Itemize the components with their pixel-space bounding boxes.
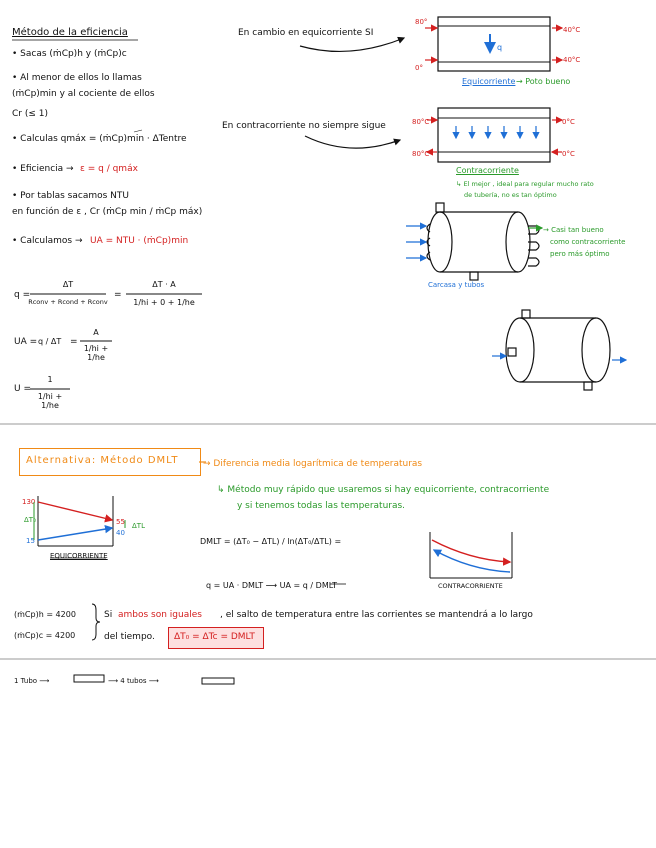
efficiency-line: (ṁCp)min y al cociente de ellos <box>12 89 155 99</box>
cc-in-hot: 80°C <box>412 118 430 126</box>
shell-note: como contracorriente <box>550 238 626 246</box>
efficiency-title: Método de la eficiencia <box>12 27 128 38</box>
efficiency-line: • Al menor de ellos lo llamas <box>12 73 142 83</box>
ua-eq: = <box>70 337 78 347</box>
eq-in-cold: 0° <box>415 64 423 72</box>
q-num2: ΔT · A <box>152 280 176 289</box>
q-lhs: q = <box>14 290 31 300</box>
dmlt-method-note: ↳ Método muy rápido que usaremos si hay equicorriente, contracorriente <box>217 485 550 495</box>
counterflow-exchanger <box>427 108 562 162</box>
graph-t2: 15 <box>26 537 35 545</box>
cc-note: de tubería, no es tan óptimo <box>464 191 557 199</box>
shell-note: → Casi tan bueno <box>543 226 604 234</box>
u-lhs: U = <box>14 384 31 394</box>
counterflow-graph <box>430 532 512 578</box>
efficiency-line: • Calculamos → <box>12 236 83 246</box>
efficiency-line: • Sacas (ṁCp)h y (ṁCp)c <box>12 49 127 59</box>
q-num: ΔT <box>62 280 74 289</box>
cc-out-cold: 0°C <box>562 150 575 158</box>
q-eq: = <box>114 290 122 300</box>
eq-in-hot: 80° <box>415 18 428 26</box>
graph-t1: 130 <box>22 498 36 506</box>
dmlt-method-note: y si tenemos todas las temperaturas. <box>237 501 406 511</box>
tube-note: 1 Tubo ⟶ <box>14 677 50 685</box>
dmlt-title: Alternativa: Método DMLT <box>26 455 179 466</box>
conclusion-text: Si <box>104 610 113 620</box>
eq-out-hot: 40°C <box>563 26 581 34</box>
eq-q-label: q <box>497 43 503 52</box>
efficiency-line: en función de ε , Cr (ṁCp min / ṁCp máx) <box>12 207 203 217</box>
u-num: 1 <box>47 375 53 384</box>
q-den: Rconv + Rcond + Rconv <box>28 298 108 306</box>
dmlt-q-formula: q = UA · DMLT ⟶ UA = q / DMLT <box>206 581 337 590</box>
ua-formula: UA = NTU · (ṁCp)min <box>90 236 189 246</box>
mcp-c: (ṁCp)c = 4200 <box>14 631 76 640</box>
graph-eq-label: EQUICORRIENTE <box>50 552 108 560</box>
mcp-h: (ṁCp)h = 4200 <box>14 610 76 619</box>
ua-lhs: UA = <box>14 337 38 347</box>
conclusion-text: del tiempo. <box>104 632 155 642</box>
cocurrent-note: En cambio en equicorriente SI <box>238 28 374 38</box>
shell-note: pero más óptimo <box>550 250 610 258</box>
ua-den: 1/hi + 1/he <box>83 344 109 362</box>
efficiency-line: • Por tablas sacamos NTU <box>12 191 129 201</box>
ua-num: A <box>93 328 99 337</box>
efficiency-formula: ε = q / qmáx <box>80 164 138 174</box>
efficiency-line: Cr (≤ 1) <box>12 109 48 119</box>
conclusion-text: , el salto de temperatura entre las corrientes se mantendrá a lo largo <box>220 610 533 620</box>
ua-frac: q / ΔT <box>38 337 62 346</box>
shell-and-tube-exchanger <box>427 203 539 280</box>
efficiency-line: • Calculas qmáx = (ṁCp)min · ΔTentre <box>12 134 187 144</box>
graph-cc-label: CONTRACORRIENTE <box>438 582 503 590</box>
boxed-result-text: ΔT₀ = ΔTc = DMLT <box>174 632 255 642</box>
conclusion-highlight: ambos son iguales <box>118 610 202 620</box>
graph-t3: 55 <box>116 518 125 526</box>
cc-label: Contracorriente <box>456 166 519 175</box>
efficiency-line: • Eficiencia → <box>12 164 74 174</box>
shell-exchanger <box>506 310 610 390</box>
eq-label: Equicorriente <box>462 77 516 86</box>
cc-out-hot: 0°C <box>562 118 575 126</box>
graph-dt0: ΔT₀ <box>24 516 36 524</box>
u-den: 1/hi + 1/he <box>37 392 63 410</box>
eq-out-cold: 40°C <box>563 56 581 64</box>
shell-label: Carcasa y tubos <box>428 281 485 289</box>
dmlt-arrow-note: → Diferencia media logarítmica de temperaturas <box>203 459 423 469</box>
counter-arrow <box>305 136 400 148</box>
cc-note: ↳ El mejor , ideal para regular mucho rato <box>456 180 594 188</box>
eq-caption: → Poto bueno <box>516 77 571 86</box>
equicurrent-graph <box>34 496 125 546</box>
q-den2: 1/hi + 0 + 1/he <box>133 298 195 307</box>
dmlt-formula: DMLT = (ΔT₀ − ΔTL) / ln(ΔT₀/ΔTL) = <box>200 537 342 546</box>
tube-note: ⟶ 4 tubos ⟶ <box>108 677 159 685</box>
cocurrent-exchanger <box>425 17 562 71</box>
graph-t4: 40 <box>116 529 125 537</box>
cocurrent-arrow <box>300 38 404 51</box>
counter-note: En contracorriente no siempre sigue <box>222 121 386 131</box>
cc-in-cold: 80°C <box>412 150 430 158</box>
graph-dtl: ΔTL <box>132 522 145 530</box>
